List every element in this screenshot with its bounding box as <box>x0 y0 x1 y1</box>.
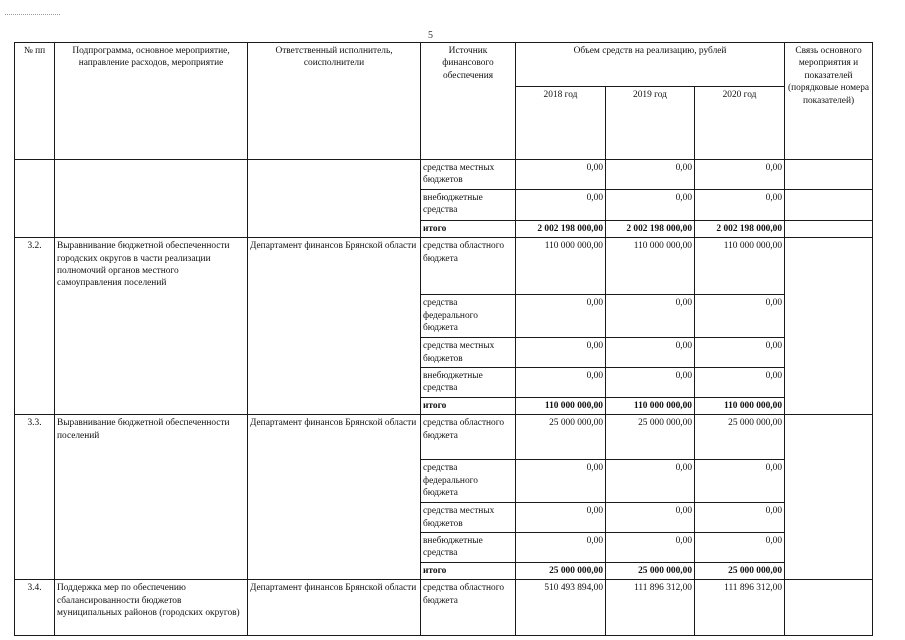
executor-cell: Департамент финансов Брянской области <box>248 580 421 636</box>
value-2020: 0,00 <box>695 295 785 338</box>
executor-cell: Департамент финансов Брянской области <box>248 238 421 415</box>
links-cell <box>785 415 873 580</box>
value-2019: 0,00 <box>606 503 695 533</box>
executor-cell: Департамент финансов Брянской области <box>248 415 421 580</box>
executor-cell <box>248 160 421 238</box>
value-2020: 0,00 <box>695 533 785 563</box>
scan-artifact <box>5 14 60 18</box>
table-row <box>15 580 873 636</box>
value-2018: 2 002 198 000,00 <box>516 220 606 237</box>
value-2020: 0,00 <box>695 160 785 190</box>
value-2018: 0,00 <box>516 503 606 533</box>
value-2020: 25 000 000,00 <box>695 562 785 579</box>
links-cell <box>785 160 873 190</box>
value-2019: 0,00 <box>606 460 695 503</box>
source-cell: средства местных бюджетов <box>421 338 516 368</box>
source-cell: средства областного бюджета <box>421 415 516 460</box>
budget-table <box>14 42 873 636</box>
value-2018: 0,00 <box>516 533 606 563</box>
header-links: Связь основного мероприятия и показателей (порядковые номера показателей) <box>785 43 873 160</box>
value-2019: 0,00 <box>606 189 695 220</box>
value-2019: 0,00 <box>606 295 695 338</box>
value-2020: 110 000 000,00 <box>695 238 785 295</box>
num-cell <box>15 160 55 238</box>
header-year-2020: 2020 год <box>695 87 785 160</box>
value-2019: 111 896 312,00 <box>606 580 695 636</box>
num-cell: 3.2. <box>15 238 55 415</box>
table-row <box>15 238 873 295</box>
value-2018: 25 000 000,00 <box>516 562 606 579</box>
program-cell: Поддержка мер по обеспечению сбалансированности бюджетов муниципальных районов (городских округов) <box>55 580 248 636</box>
program-cell: Выравнивание бюджетной обеспеченности городских округов в части реализации полномочий органов местного самоуправления поселений <box>55 238 248 415</box>
value-2020: 110 000 000,00 <box>695 397 785 414</box>
num-cell: 3.3. <box>15 415 55 580</box>
value-2019: 2 002 198 000,00 <box>606 220 695 237</box>
links-cell <box>785 580 873 636</box>
page-number: 5 <box>428 30 433 41</box>
value-2020: 0,00 <box>695 503 785 533</box>
value-2019: 0,00 <box>606 160 695 190</box>
table-row <box>15 415 873 460</box>
value-2018: 0,00 <box>516 160 606 190</box>
value-2019: 0,00 <box>606 368 695 398</box>
links-cell <box>785 220 873 237</box>
source-cell: средства областного бюджета <box>421 580 516 636</box>
header-program: Подпрограмма, основное мероприятие, направление расходов, мероприятие <box>55 43 248 160</box>
table-row <box>15 160 873 190</box>
source-cell: средства областного бюджета <box>421 238 516 295</box>
value-2019: 0,00 <box>606 338 695 368</box>
source-cell: средства местных бюджетов <box>421 160 516 190</box>
value-2020: 2 002 198 000,00 <box>695 220 785 237</box>
value-2019: 110 000 000,00 <box>606 238 695 295</box>
header-num: № пп <box>15 43 55 160</box>
value-2020: 111 896 312,00 <box>695 580 785 636</box>
source-cell: средства федерального бюджета <box>421 295 516 338</box>
value-2019: 25 000 000,00 <box>606 415 695 460</box>
value-2018: 0,00 <box>516 368 606 398</box>
value-2018: 0,00 <box>516 295 606 338</box>
value-2019: 0,00 <box>606 533 695 563</box>
value-2020: 0,00 <box>695 368 785 398</box>
value-2020: 0,00 <box>695 189 785 220</box>
program-cell <box>55 160 248 238</box>
value-2020: 25 000 000,00 <box>695 415 785 460</box>
source-cell: средства местных бюджетов <box>421 503 516 533</box>
value-2018: 110 000 000,00 <box>516 397 606 414</box>
value-2019: 25 000 000,00 <box>606 562 695 579</box>
value-2020: 0,00 <box>695 460 785 503</box>
value-2020: 0,00 <box>695 338 785 368</box>
header-executor: Ответственный исполнитель, соисполнители <box>248 43 421 160</box>
value-2018: 0,00 <box>516 338 606 368</box>
source-cell: внебюджетные средства <box>421 533 516 563</box>
value-2018: 510 493 894,00 <box>516 580 606 636</box>
source-cell: итого <box>421 562 516 579</box>
source-cell: внебюджетные средства <box>421 189 516 220</box>
header-year-2018: 2018 год <box>516 87 606 160</box>
value-2018: 0,00 <box>516 189 606 220</box>
links-cell <box>785 189 873 220</box>
value-2019: 110 000 000,00 <box>606 397 695 414</box>
links-cell <box>785 238 873 415</box>
header-year-2019: 2019 год <box>606 87 695 160</box>
program-cell: Выравнивание бюджетной обеспеченности поселений <box>55 415 248 580</box>
value-2018: 110 000 000,00 <box>516 238 606 295</box>
value-2018: 0,00 <box>516 460 606 503</box>
source-cell: внебюджетные средства <box>421 368 516 398</box>
header-row <box>15 43 873 87</box>
header-volume: Объем средств на реализацию, рублей <box>516 43 785 87</box>
source-cell: итого <box>421 220 516 237</box>
source-cell: итого <box>421 397 516 414</box>
source-cell: средства федерального бюджета <box>421 460 516 503</box>
value-2018: 25 000 000,00 <box>516 415 606 460</box>
header-source: Источник финансового обеспечения <box>421 43 516 160</box>
num-cell: 3.4. <box>15 580 55 636</box>
